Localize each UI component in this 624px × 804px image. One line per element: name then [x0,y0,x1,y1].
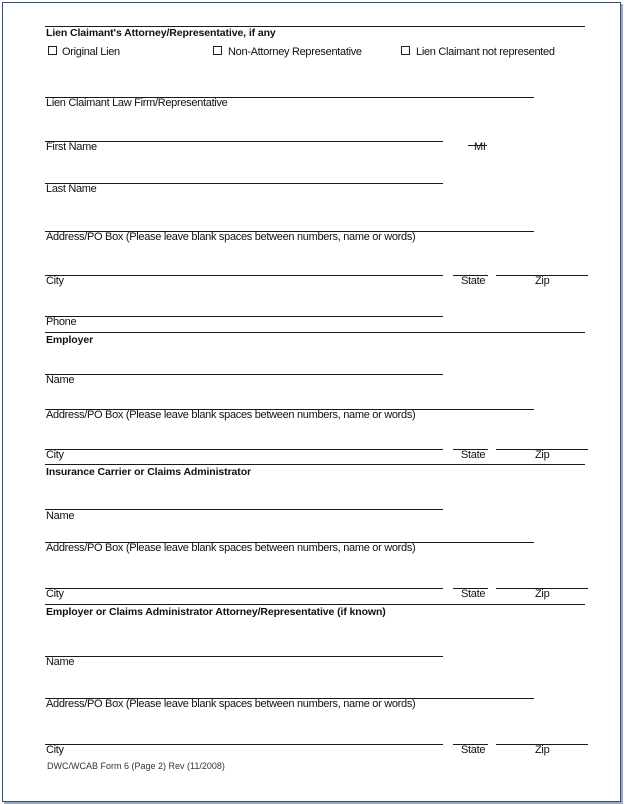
section-divider [45,464,585,465]
employer-attorney-city-field-line[interactable] [45,744,443,745]
employer-attorney-state-label: State [461,744,486,756]
first-name-label: First Name [46,141,97,153]
last-name-field-line[interactable] [45,183,443,184]
employer-name-field-line[interactable] [45,374,443,375]
lien-claimant-not-represented-label: Lien Claimant not represented [416,46,555,58]
insurance-zip-label: Zip [535,588,550,600]
city-label: City [46,275,64,287]
city-field-line[interactable] [45,275,443,276]
employer-state-label: State [461,449,486,461]
employer-attorney-name-field-line[interactable] [45,656,443,657]
insurance-address-label: Address/PO Box (Please leave blank spaces between numbers, name or words) [46,542,416,554]
original-lien-checkbox[interactable] [48,46,57,55]
section-heading-employer: Employer [46,334,94,346]
address-label: Address/PO Box (Please leave blank spaces between numbers, name or words) [46,231,416,243]
non-attorney-representative-checkbox[interactable] [213,46,222,55]
insurance-state-label: State [461,588,486,600]
last-name-label: Last Name [46,183,97,195]
section-divider [45,332,585,333]
phone-label: Phone [46,316,77,328]
section-heading-employer-attorney: Employer or Claims Administrator Attorney/Representative (if known) [46,606,386,618]
lien-claimant-not-represented-checkbox[interactable] [401,46,410,55]
employer-attorney-name-label: Name [46,656,75,668]
section-heading-lien-attorney: Lien Claimant's Attorney/Representative, if any [46,27,276,39]
insurance-name-field-line[interactable] [45,509,443,510]
first-name-field-line[interactable] [45,141,443,142]
insurance-city-label: City [46,588,64,600]
form-page [2,2,621,802]
employer-zip-label: Zip [535,449,550,461]
original-lien-label: Original Lien [62,46,120,58]
non-attorney-representative-label: Non-Attorney Representative [228,46,362,58]
employer-attorney-city-label: City [46,744,64,756]
employer-address-label: Address/PO Box (Please leave blank spaces between numbers, name or words) [46,409,416,421]
zip-label: Zip [535,275,550,287]
employer-city-label: City [46,449,64,461]
insurance-city-field-line[interactable] [45,588,443,589]
employer-attorney-address-label: Address/PO Box (Please leave blank spaces between numbers, name or words) [46,698,416,710]
employer-attorney-zip-label: Zip [535,744,550,756]
phone-field-line[interactable] [45,316,443,317]
insurance-name-label: Name [46,510,75,522]
section-divider [45,604,585,605]
employer-city-field-line[interactable] [45,449,443,450]
section-heading-insurance: Insurance Carrier or Claims Administrator [46,466,251,478]
firm-label: Lien Claimant Law Firm/Representative [46,97,228,109]
state-label: State [461,275,486,287]
form-footer-id: DWC/WCAB Form 6 (Page 2) Rev (11/2008) [47,761,225,771]
mi-label: MI [474,141,486,153]
employer-name-label: Name [46,374,75,386]
